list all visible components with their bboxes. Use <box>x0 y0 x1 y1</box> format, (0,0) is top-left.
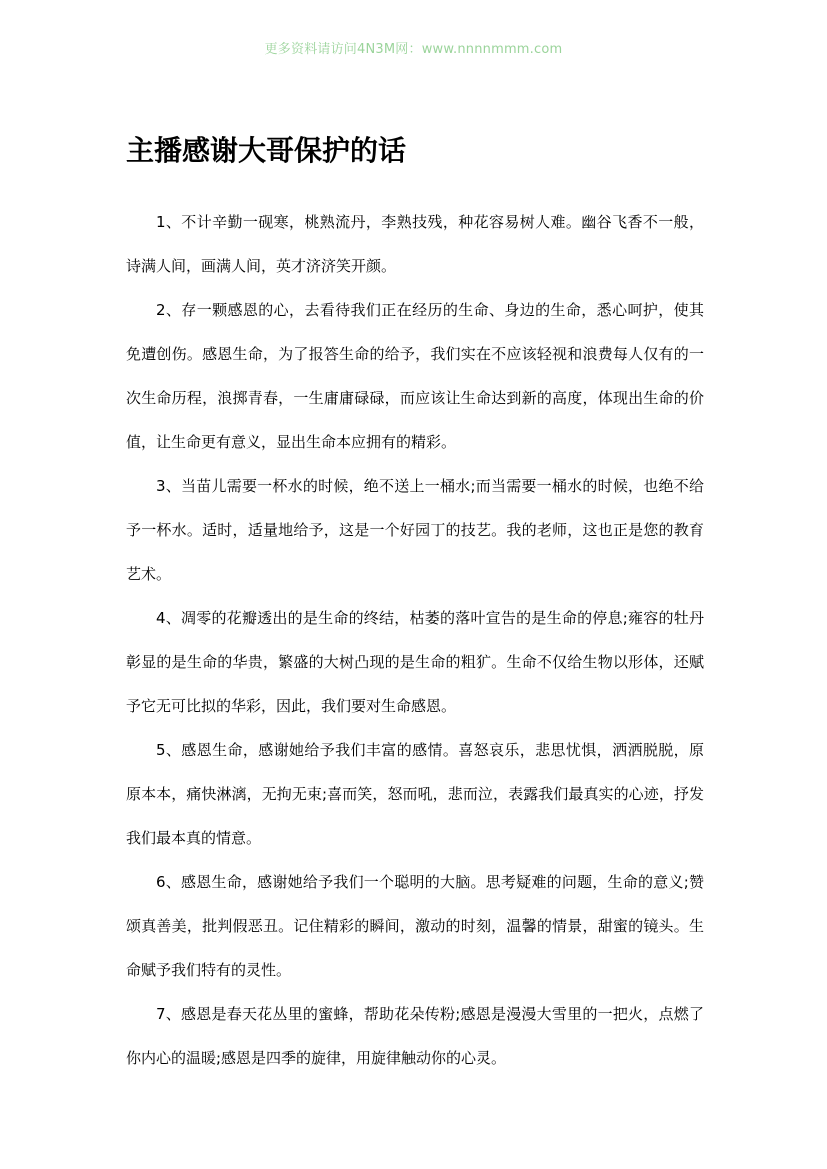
paragraph-5: 5、感恩生命，感谢她给予我们丰富的感情。喜怒哀乐，悲思忧惧，洒洒脱脱，原原本本，痛快淋漓，无拘无束;喜而笑，怒而吼，悲而泣，表露我们最真实的心迹，抒发我们最本真的情意。 <box>126 741 704 847</box>
paragraph-1: 1、不计辛勤一砚寒，桃熟流丹，李熟技残，种花容易树人难。幽谷飞香不一般，诗满人间，画满人间，英才济济笑开颜。 <box>126 213 704 275</box>
watermark-text: 更多资料请访问4N3M网：www.nnnnmmm.com <box>264 42 563 57</box>
paragraph-3: 3、当苗儿需要一杯水的时候，绝不送上一桶水;而当需要一桶水的时候，也绝不给予一杯水。适时，适量地给予，这是一个好园丁的技艺。我的老师，这也正是您的教育艺术。 <box>126 477 704 583</box>
document-body <box>126 200 704 1080</box>
paragraph-6: 6、感恩生命，感谢她给予我们一个聪明的大脑。思考疑难的问题，生命的意义;赞颂真善美，批判假恶丑。记住精彩的瞬间，激动的时刻，温馨的情景，甜蜜的镜头。生命赋予我们特有的灵性。 <box>126 873 704 979</box>
document-title: 主播感谢大哥保护的话 <box>126 134 407 167</box>
paragraph-4: 4、凋零的花瓣透出的是生命的终结，枯萎的落叶宣告的是生命的停息;雍容的牡丹彰显的是生命的华贵，繁盛的大树凸现的是生命的粗犷。生命不仅给生物以形体，还赋予它无可比拟的华彩，因此，我们要对生命感恩。 <box>126 609 704 715</box>
paragraph-2: 2、存一颗感恩的心，去看待我们正在经历的生命、身边的生命，悉心呵护，使其免遭创伤。感恩生命，为了报答生命的给予，我们实在不应该轻视和浪费每人仅有的一次生命历程，浪掷青春，一生庸庸碌碌，而应该让生命达到新的高度，体现出生命的价值，让生命更有意义，显出生命本应拥有的精彩。 <box>126 301 704 451</box>
paragraph-7: 7、感恩是春天花丛里的蜜蜂，帮助花朵传粉;感恩是漫漫大雪里的一把火，点燃了你内心的温暖;感恩是四季的旋律，用旋律触动你的心灵。 <box>126 1005 704 1067</box>
